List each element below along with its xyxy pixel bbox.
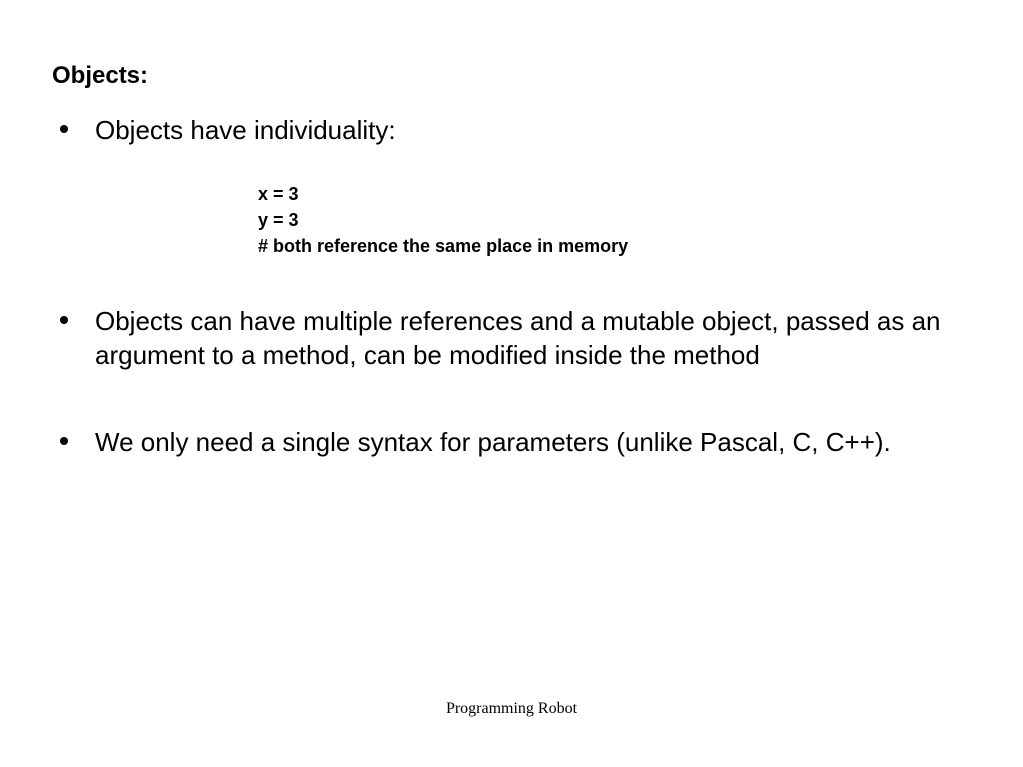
bullet-text: Objects have individuality: (95, 115, 396, 145)
bullet-item (60, 113, 980, 147)
code-line: x = 3 (258, 184, 299, 204)
code-line: y = 3 (258, 210, 299, 230)
slide-footer: Programming Robot (445, 700, 578, 717)
code-block (258, 181, 628, 259)
bullet-text: We only need a single syntax for parameters (unlike Pascal, C, C++). (95, 427, 891, 457)
slide-title: Objects: (52, 62, 149, 89)
bullet-text: Objects can have multiple references and a mutable object, passed as an argument to a method, can be modified inside the method (95, 306, 941, 370)
bullet-dot (60, 316, 68, 324)
bullet-dot (60, 125, 68, 133)
bullet-item (60, 304, 980, 372)
bullet-item (60, 425, 980, 459)
bullet-dot (60, 437, 68, 445)
code-line: # both reference the same place in memory (258, 236, 629, 256)
